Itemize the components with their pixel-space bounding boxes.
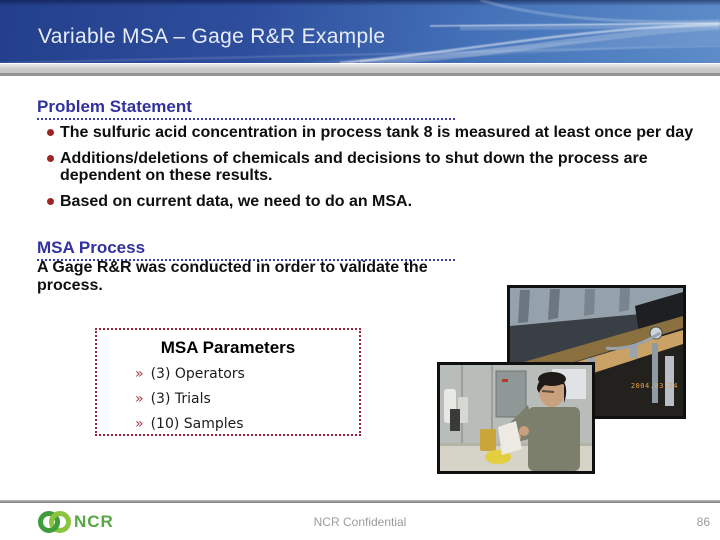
ncr-logo-text: NCR: [74, 512, 114, 531]
slide-title: Variable MSA – Gage R&R Example: [38, 25, 386, 48]
bullet-dot-icon: [47, 129, 54, 136]
msa-parameters-title: MSA Parameters: [160, 338, 296, 357]
header-divider-bar: [0, 63, 720, 76]
bullet-text: The sulfuric acid concentration in process tank 8 is measured at least once per day: [60, 124, 694, 141]
parameter-item: [135, 366, 359, 382]
bullet-dot-icon: [47, 198, 54, 205]
footer-divider: [0, 500, 720, 503]
problem-statement-heading: Problem Statement: [37, 97, 192, 116]
parameter-item: [135, 391, 359, 407]
double-chevron-icon: »: [135, 391, 144, 407]
photo-timestamp: 2004.03.24: [630, 382, 678, 390]
page-number: 86: [696, 515, 710, 529]
bullet-item: [47, 124, 699, 142]
msa-process-section: [37, 238, 455, 261]
parameter-item: [135, 416, 359, 432]
dotted-underline: [37, 118, 455, 120]
double-chevron-icon: »: [135, 366, 144, 382]
slide-header: [0, 0, 720, 63]
lab-technician-photo: [437, 362, 595, 474]
msa-parameters-box: [95, 328, 361, 436]
parameter-text: (3) Trials: [150, 391, 211, 407]
double-chevron-icon: »: [135, 416, 144, 432]
bullet-dot-icon: [47, 155, 54, 162]
bullet-text: Additions/deletions of chemicals and decisions to shut down the process are dependent on these results.: [60, 149, 648, 184]
bullet-item: [47, 150, 699, 185]
confidential-label: NCR Confidential: [313, 515, 407, 529]
msa-process-body: A Gage R&R was conducted in order to validate the process.: [37, 259, 428, 294]
bullet-item: [47, 193, 699, 211]
parameter-text: (10) Samples: [150, 416, 244, 432]
problem-statement-bullets: [47, 124, 699, 218]
msa-parameters-list: [135, 366, 359, 432]
msa-process-heading: MSA Process: [37, 238, 146, 257]
problem-statement-section: [37, 97, 455, 120]
lab-technician-illustration: [440, 365, 592, 471]
bullet-text: Based on current data, we need to do an MSA.: [60, 192, 413, 210]
parameter-text: (3) Operators: [150, 366, 245, 382]
